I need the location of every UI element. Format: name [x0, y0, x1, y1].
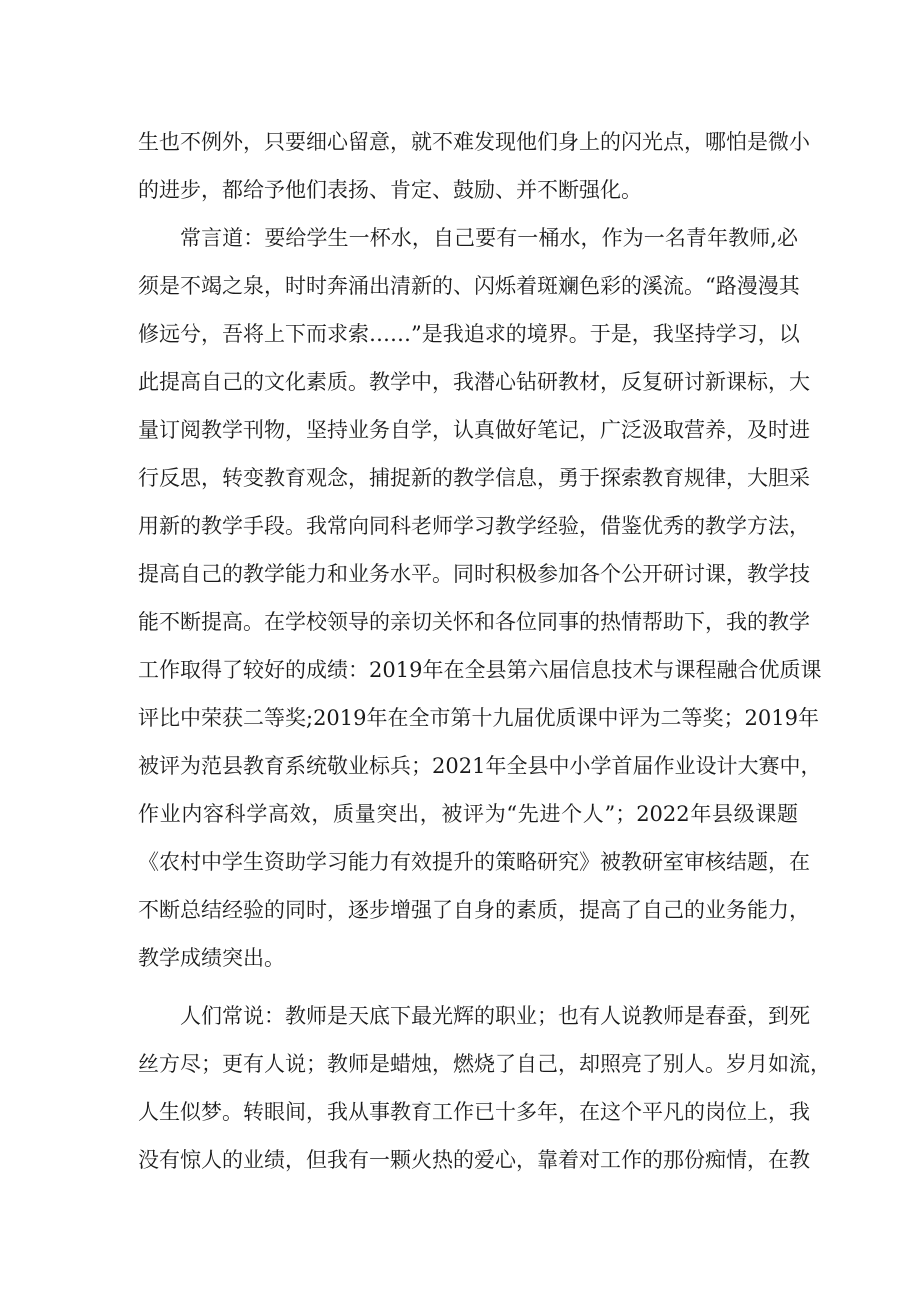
paragraph-1: [138, 118, 810, 214]
document-body: [138, 118, 831, 1184]
text-line: 此提高自己的文化素质。教学中，我潜心钻研教材，反复研讨新课标，大: [138, 370, 810, 394]
text-line: 提高自己的教学能力和业务水平。同时积极参加各个公开研讨课，教学技: [138, 562, 810, 586]
paragraph-3: [138, 992, 831, 1184]
text-line: 生也不例外，只要细心留意，就不难发现他们身上的闪光点，哪怕是微小: [138, 130, 810, 154]
text-line: 用新的教学手段。我常向同科老师学习教学经验，借鉴优秀的教学方法，: [138, 514, 810, 538]
text-line: 人生似梦。转眼间，我从事教育工作已十多年，在这个平凡的岗位上，我: [138, 1100, 810, 1124]
paragraph-2: [138, 214, 822, 982]
text-line: 修远兮，吾将上下而求索……”是我追求的境界。于是，我坚持学习，以: [138, 322, 800, 346]
text-line: 须是不竭之泉，时时奔涌出清新的、闪烁着斑斓色彩的溪流。“路漫漫其: [138, 274, 800, 298]
text-line: 被评为范县教育系统敬业标兵；2021年全县中小学首届作业设计大赛中，: [138, 754, 822, 778]
text-line: 常言道：要给学生一杯水，自己要有一桶水，作为一名青年教师,必: [180, 226, 798, 250]
text-line: 人们常说：教师是天底下最光辉的职业；也有人说教师是春蚕，到死: [180, 1004, 810, 1028]
text-line: 工作取得了较好的成绩：2019年在全县第六届信息技术与课程融合优质课: [138, 658, 822, 682]
text-line: 教学成绩突出。: [138, 946, 285, 970]
text-line: 行反思，转变教育观念，捕捉新的教学信息，勇于探索教育规律，大胆采: [138, 466, 810, 490]
text-line: 丝方尽；更有人说；教师是蜡烛，燃烧了自己，却照亮了别人。岁月如流，: [138, 1052, 831, 1076]
text-line: 不断总结经验的同时，逐步增强了自身的素质，提高了自己的业务能力，: [138, 898, 810, 922]
text-line: 的进步，都给予他们表扬、肯定、鼓励、并不断强化。: [138, 178, 642, 202]
text-line: 没有惊人的业绩，但我有一颗火热的爱心，靠着对工作的那份痴情，在教: [138, 1148, 810, 1172]
text-line: 《农村中学生资助学习能力有效提升的策略研究》被教研室审核结题，在: [138, 850, 810, 874]
text-line: 评比中荣获二等奖;2019年在全市第十九届优质课中评为二等奖；2019年: [138, 706, 819, 730]
text-line: 量订阅教学刊物，坚持业务自学，认真做好笔记，广泛汲取营养，及时进: [138, 418, 810, 442]
paragraph-spacer: [138, 982, 798, 992]
text-line: 能不断提高。在学校领导的亲切关怀和各位同事的热情帮助下，我的教学: [138, 610, 810, 634]
text-line: 作业内容科学高效，质量突出，被评为“先进个人”；2022年县级课题: [138, 802, 798, 826]
